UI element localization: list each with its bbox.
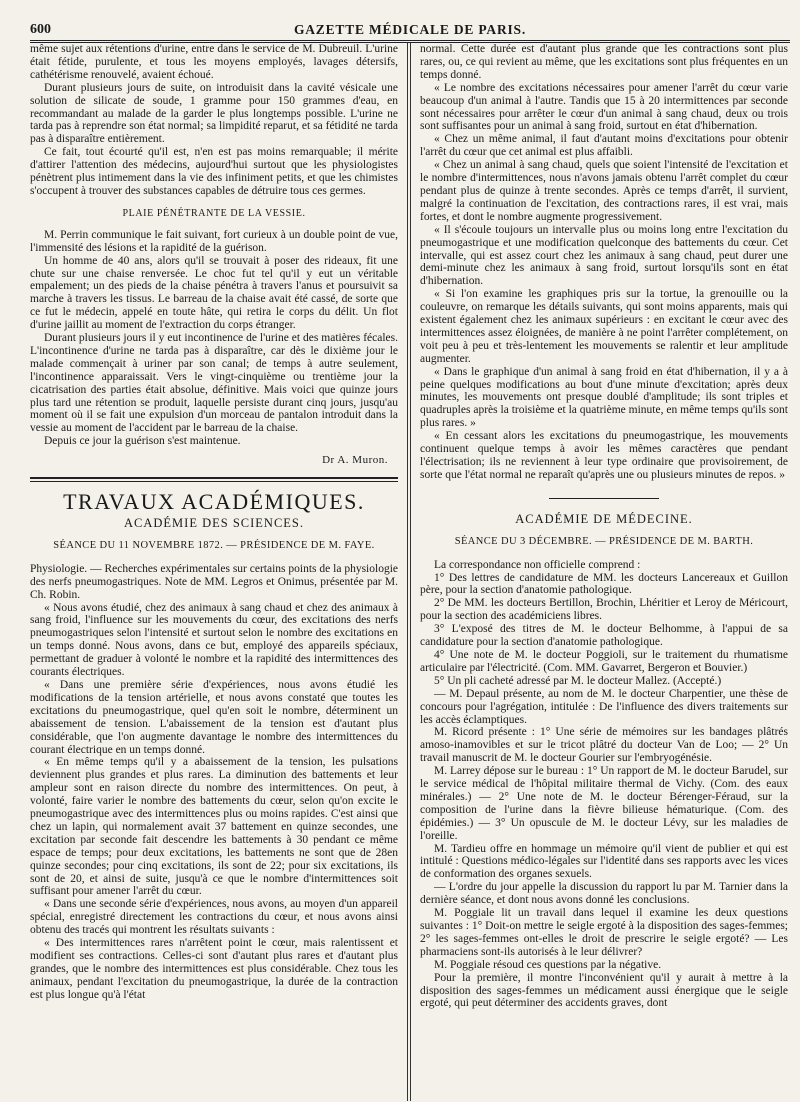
paragraph: « Le nombre des excitations nécessaires pour amener l'arrêt du cœur varie beaucoup d'un animal à l'autre. Tandis que 15 à 20 intermittences par seconde sont nécessaires pour arrêter le cœur d'un animal à sang chaud, deux ou trois sont suffisantes pour un animal à sang froid, surtout en état d'hibernation. xyxy=(420,81,788,133)
paragraph: Pour la première, il montre l'inconvénient qu'il y aurait à mettre à la disposition des sages-femmes un médicament aussi énergique que le seigle ergoté, qui peut déterminer des accidents graves, dont xyxy=(420,971,788,1010)
paragraph: M. Poggiale lit un travail dans lequel il examine les deux questions suivantes : 1° Doit-on mettre le seigle ergoté à la disposition des sages-femmes; 2° les sages-femmes ont-elles le droit de prescrire le seigle ergoté? — Les pharmaciens sont-ils autorisés à le leur délivrer? xyxy=(420,907,788,958)
academy-sciences-title: ACADÉMIE DES SCIENCES. xyxy=(124,516,304,530)
short-rule xyxy=(549,498,659,499)
paragraph: Un homme de 40 ans, alors qu'il se trouvait à poser des rideaux, fit une chute sur une chaise renversée. Le choc fut tel qu'il y eut un véritable empalement; un des pieds de la chaise pénétra à travers l'anus et poursuivit sa marche à travers les tissus. Le barreau de la chaise avait été cassé, de sorte que ce fut le médecin, appelé en toute hâte, qui retira le corps du délit. Un flot d'urine jaillit au moment de l'extraction du corps étranger. xyxy=(30,254,398,332)
paragraph: Physiologie. — Recherches expérimentales sur certains points de la physiologie des nerfs pneumogastriques. Note de MM. Legros et Onimus, présentée par M. Ch. Robin. xyxy=(30,562,398,601)
column-divider xyxy=(407,43,411,1101)
paragraph: 4° Une note de M. le docteur Poggioli, sur le traitement du rhumatisme articulaire par l'électricité. (Com. MM. Gavarret, Bergeron et Bouvier.) xyxy=(420,648,788,674)
paragraph: « Dans une seconde série d'expériences, nous avons, au moyen d'un appareil spécial, enregistré directement les contractions du cœur, et nous avons ainsi obtenu des tracés qui montrent les résultats suivants : xyxy=(30,898,398,937)
paragraph: — M. Depaul présente, au nom de M. le docteur Charpentier, une thèse de concours pour l'agrégation, intitulée : De l'influence des divers traitements sur les accès éclamptiques. xyxy=(420,687,788,726)
session-line: SÉANCE DU 3 DÉCEMBRE. — PRÉSIDENCE DE M. BARTH. xyxy=(454,535,754,547)
paragraph: « Des intermittences rares n'arrêtent point le cœur, mais ralentissent et modifient ses contractions. Celles-ci sont d'autant plus rares et d'autant plus grandes, que le nombre des intermittences est plus considérable. Chez tous les animaux, pendant l'excitation du pneumogastrique, la durée de la contraction est plus longue qu'à l'état xyxy=(30,937,398,1001)
paragraph: « Chez un animal à sang chaud, quels que soient l'intensité de l'excitation et le nombre d'intermittences, nous n'avons jamais obtenu l'arrêt complet du cœur pendant plus de quinze à trente secondes. Après ce temps d'arrêt, il survient, malgré la continuation de l'excitation, des contractions rares, il est vrai, mais fortes, et dont le nombre augmente progressivement. xyxy=(420,159,788,223)
session-line: SÉANCE DU 11 NOVEMBRE 1872. — PRÉSIDENCE DE M. FAYE. xyxy=(53,539,375,551)
paragraph: « Dans le graphique d'un animal à sang froid en état d'hibernation, il y a à peine quelques modifications au bout d'une minute d'excitation; après deux minutes, les mouvements ont presque doublé d'amplitude; ils sont triples et quadruples après la troisième et la quatrième minute, en même temps qu'ils sont plus rares. » xyxy=(420,365,788,430)
paragraph: 2° De MM. les docteurs Bertillon, Brochin, Lhéritier et Leroy de Méricourt, pour la section des académiciens libres. xyxy=(420,597,788,623)
paragraph: « En même temps qu'il y a abaissement de la tension, les pulsations deviennent plus grandes et plus rares. La diminution des battements et leur ampleur sont en raison directe du nombre des intermittences. On peut, à volonté, faire varier le nombre des battements du cœur, selon qu'on excite le pneumogastrique avec des intermittences plus ou moins rapides. C'est ainsi que chez un lapin, qui normalement avait 37 battement en quinze secondes, une excitation par seconde fait descendre les battements à 30 pendant ce même espace de temps; pour deux excitations, les battements ne sont que de 28en quinze secondes; pour cinq excitations, ils sont de 22; pour six excitations, ils sont de 20, et ainsi de suite, jusqu'à ce que le nombre d'intermittences soit suffisant pour amener l'arrêt du cœur. xyxy=(30,756,398,898)
paragraph: « Nous avons étudié, chez des animaux à sang chaud et chez des animaux à sang froid, l'influence sur les mouvements du cœur, des excitations des nerfs pneumogastriques selon l'intensité et surtout selon le nombre des excitations en un temps donné. Nous avons, dans ce but, employé des appareils spéciaux, permettant de graduer à volonté le nombre et la rapidité des intermittences des courants électriques. xyxy=(30,601,398,679)
paragraph: M. Perrin communique le fait suivant, fort curieux à un double point de vue, l'immensité des lésions et la rapidité de la guérison. xyxy=(30,228,398,254)
paragraph: 3° L'exposé des titres de M. le docteur Belhomme, à l'appui de sa candidature pour la section d'anatomie pathologique. xyxy=(420,623,788,649)
right-column xyxy=(420,43,788,1101)
paragraph: « En cessant alors les excitations du pneumogastrique, les mouvements continuent quelque temps à avoir les mêmes caractères que pendant l'électrisation; ils ne reviennent à leur type ordinaire que provisoirement, de sorte que l'état normal ne reparaît qu'après une ou plusieurs minutes de repos. » xyxy=(420,430,788,481)
paragraph: 5° Un pli cacheté adressé par M. le docteur Mallez. (Accepté.) xyxy=(434,674,722,687)
journal-title: GAZETTE MÉDICALE DE PARIS. xyxy=(293,22,527,37)
paragraph: M. Larrey dépose sur le bureau : 1° Un rapport de M. le docteur Barudel, sur le service médical de l'hôpital militaire thermal de Vichy. (Com. des eaux minérales.) — 2° Une note de M. le docteur Bérenger-Féraud, sur la composition de l'urine dans la fièvre bilieuse hématurique. (Com. des épidémies.) — 3° Un opuscule de M. le docteur Lévy, sur les maladies de l'oreille. xyxy=(420,765,788,842)
travaux-title: TRAVAUX ACADÉMIQUES. xyxy=(63,489,365,515)
paragraph: « Chez un même animal, il faut d'autant moins d'excitations pour obtenir l'arrêt du cœur que cet animal est plus affaibli. xyxy=(420,133,788,159)
paragraph: M. Tardieu offre en hommage un mémoire qu'il vient de publier et qui est intitulé : Questions médico-légales sur l'identité dans ses rapports avec les vices de conformation des organes sexuels. xyxy=(420,842,788,881)
paragraph: Durant plusieurs jours il y eut incontinence de l'urine et des matières fécales. L'incontinence d'urine ne tarda pas à disparaître, car dès le dixième jour le malade commençait à uriner par son canal; de temps à autre seulement, l'incontinence apparaissait. Vers le vingt-cinquième ou trentième jour la cicatrisation des parties était absolue, définitive. Mais voici que quinze jours plus tard une rétention se produit, laquelle persiste durant cinq jours, jusqu'au moment où il se fait une expulsion d'un morceau de pantalon introduit dans la vessie au moment de l'accident par le barreau de la chaise. xyxy=(30,332,398,435)
paragraph: M. Poggiale résoud ces questions par la négative. xyxy=(434,958,662,971)
section-rule-thin xyxy=(30,481,398,482)
paragraph: « Il s'écoule toujours un intervalle plus ou moins long entre l'excitation du pneumogastrique et une modification quelconque des battements du cœur. Cet intervalle, qui est assez court chez les animaux à sang chaud, peut durer une demi-minute chez les animaux à sang froid, surtout lorsqu'ils sont en état d'hibernation. xyxy=(420,223,788,288)
paragraph: La correspondance non officielle comprend : xyxy=(434,558,641,571)
paragraph: « Dans une première série d'expériences, nous avons étudié les modifications de la tension artérielle, et nous avons constaté que toutes les excitations du pneumogastrique, quel qu'en soit le nombre, déterminent un abaissement de tension. L'abaissement de la tension est d'autant plus considérable, que l'on augmente davantage le nombre des intermittences du courant électrique en un temps donné. xyxy=(30,678,398,756)
paragraph: même sujet aux rétentions d'urine, entre dans le service de M. Dubreuil. L'urine était fétide, purulente, et tous les moyens employés, lavages détersifs, cathétérisme renouvelé, avaient échoué. xyxy=(30,43,398,81)
page-number: 600 xyxy=(30,22,51,37)
two-column-body xyxy=(30,43,790,1101)
paragraph: 1° Des lettres de candidature de MM. les docteurs Lancereaux et Guillon père, pour la section d'anatomie pathologique. xyxy=(420,571,788,597)
paragraph: Ce fait, tout écourté qu'il est, n'en est pas moins remarquable; il mérite d'attirer l'attention des médecins, aujourd'hui surtout que les physiologistes pénètrent plus intimement dans la vie des infiniment petits, et que les chimistes s'occupent à trouver des substances capables de détruire tous ces germes. xyxy=(30,146,398,197)
academy-medecine-title: ACADÉMIE DE MÉDECINE. xyxy=(515,511,693,526)
paragraph: « Si l'on examine les graphiques pris sur la tortue, la grenouille ou la couleuvre, on remarque les détails suivants, qui sont moins apparents, mais qui existent également chez les animaux supérieurs : en excitant le cœur avec des intermittences assez éloignées, de manière à ne point l'arrêter complétement, on voit peu à peu et très-lentement les mouvements se ralentir et leur amplitude augmenter. xyxy=(420,288,788,365)
page-header xyxy=(30,14,790,38)
section-rule xyxy=(30,477,398,479)
paragraph: Depuis ce jour la guérison s'est maintenue. xyxy=(44,435,241,448)
paragraph: Durant plusieurs jours de suite, on introduisit dans la cavité vésicale une solution de silicate de soude, 1 gramme pour 150 grammes d'eau, en recommandant au malade de la garder le plus longtemps possible. L'urine ne tarda pas à reprendre son état normal; sa limpidité reparut, et sa fétidité ne tarda pas à disparaître entièrement. xyxy=(30,81,398,146)
author-signature: Dr A. Muron. xyxy=(322,454,388,467)
left-column xyxy=(30,43,398,1101)
paragraph: — L'ordre du jour appelle la discussion du rapport lu par M. Tarnier dans la dernière séance, et dont nous avons donné les conclusions. xyxy=(420,881,788,907)
paragraph: normal. Cette durée est d'autant plus grande que les contractions sont plus rares, ou, ce qui revient au même, que les excitations sont plus fréquentes en un temps donné. xyxy=(420,43,788,81)
section-heading-vessie: PLAIE PÉNÉTRANTE DE LA VESSIE. xyxy=(122,207,306,219)
paragraph: M. Ricord présente : 1° Une série de mémoires sur les bandages plâtrés amoso-inamovibles et sur le tricot plâtré du docteur Van de Loo; — 2° Un travail manuscrit de M. le docteur Gourier sur l'embryogénésie. xyxy=(420,726,788,765)
